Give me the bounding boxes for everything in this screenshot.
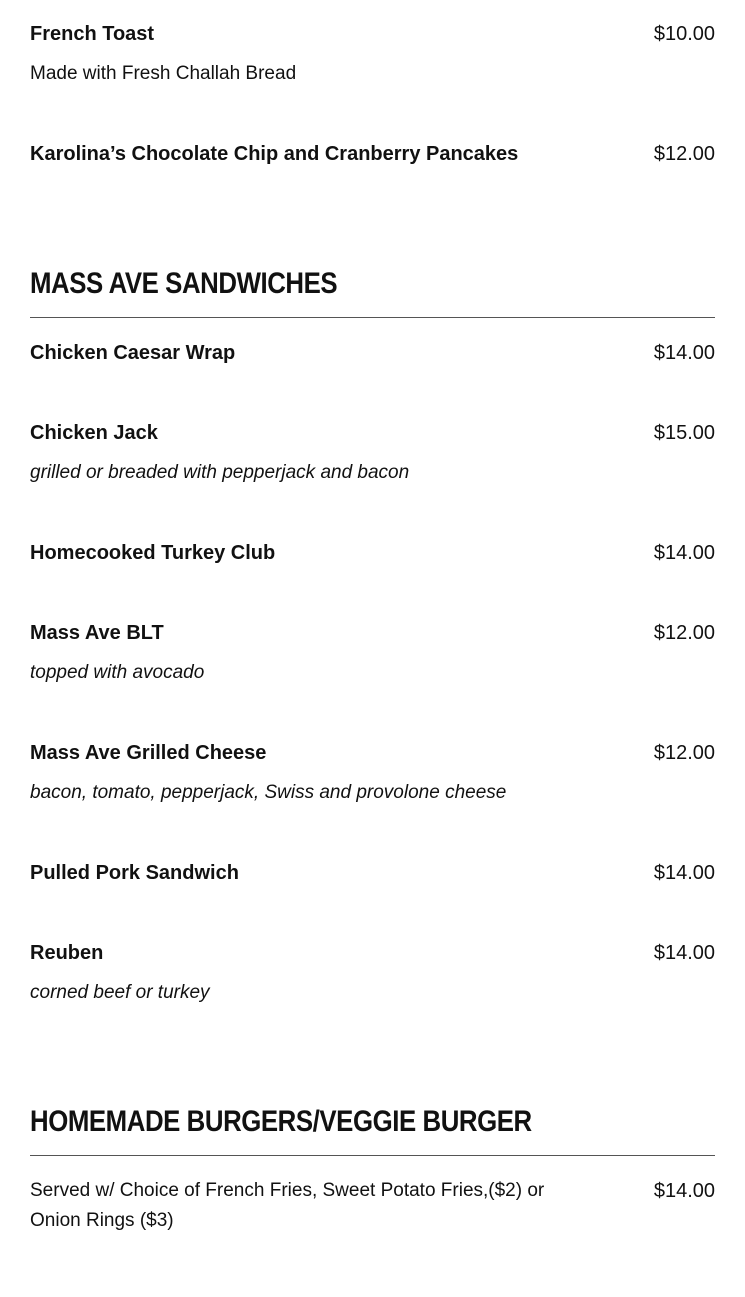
menu-item bbox=[30, 741, 715, 805]
item-name: Reuben bbox=[30, 942, 104, 964]
item-price: $14.00 bbox=[653, 542, 715, 564]
item-description: bacon, tomato, pepperjack, Swiss and provolone cheese bbox=[30, 782, 507, 803]
menu-item bbox=[30, 1176, 715, 1236]
item-price: $14.00 bbox=[653, 862, 715, 884]
item-price: $14.00 bbox=[653, 1180, 715, 1202]
item-name: Chicken Caesar Wrap bbox=[30, 342, 236, 364]
menu-item bbox=[30, 421, 715, 485]
item-description: corned beef or turkey bbox=[30, 982, 210, 1003]
item-price: $14.00 bbox=[653, 942, 715, 964]
item-price: $12.00 bbox=[653, 742, 715, 764]
item-price: $15.00 bbox=[653, 422, 715, 444]
section-header bbox=[30, 267, 715, 318]
item-description: grilled or breaded with pepperjack and bacon bbox=[30, 462, 410, 483]
burger-note: Served w/ Choice of French Fries, Sweet Potato Fries,($2) or Onion Rings ($3) bbox=[30, 1180, 545, 1231]
item-price: $10.00 bbox=[653, 23, 715, 45]
item-name: Karolina’s Chocolate Chip and Cranberry Pancakes bbox=[30, 143, 519, 165]
menu-item bbox=[30, 941, 715, 1005]
menu-item bbox=[30, 541, 715, 565]
item-name: Mass Ave BLT bbox=[30, 622, 164, 644]
item-name: Homecooked Turkey Club bbox=[30, 542, 276, 564]
item-name: Chicken Jack bbox=[30, 422, 158, 444]
section-divider bbox=[30, 1155, 715, 1156]
item-description: topped with avocado bbox=[30, 662, 205, 683]
item-description: Made with Fresh Challah Bread bbox=[30, 63, 297, 84]
item-price: $12.00 bbox=[653, 622, 715, 644]
item-price: $12.00 bbox=[653, 143, 715, 165]
section-title: MASS AVE SANDWICHES bbox=[30, 267, 338, 300]
menu-item bbox=[30, 22, 715, 86]
item-price: $14.00 bbox=[653, 342, 715, 364]
section-header bbox=[30, 1105, 715, 1156]
section-divider bbox=[30, 317, 715, 318]
menu-item bbox=[30, 341, 715, 365]
menu-item bbox=[30, 621, 715, 685]
section-title: HOMEMADE BURGERS/VEGGIE BURGER bbox=[30, 1105, 532, 1138]
menu-item bbox=[30, 142, 715, 166]
item-name: French Toast bbox=[30, 23, 155, 45]
item-name: Pulled Pork Sandwich bbox=[30, 862, 239, 884]
menu-item bbox=[30, 861, 715, 885]
item-name: Mass Ave Grilled Cheese bbox=[30, 742, 267, 764]
